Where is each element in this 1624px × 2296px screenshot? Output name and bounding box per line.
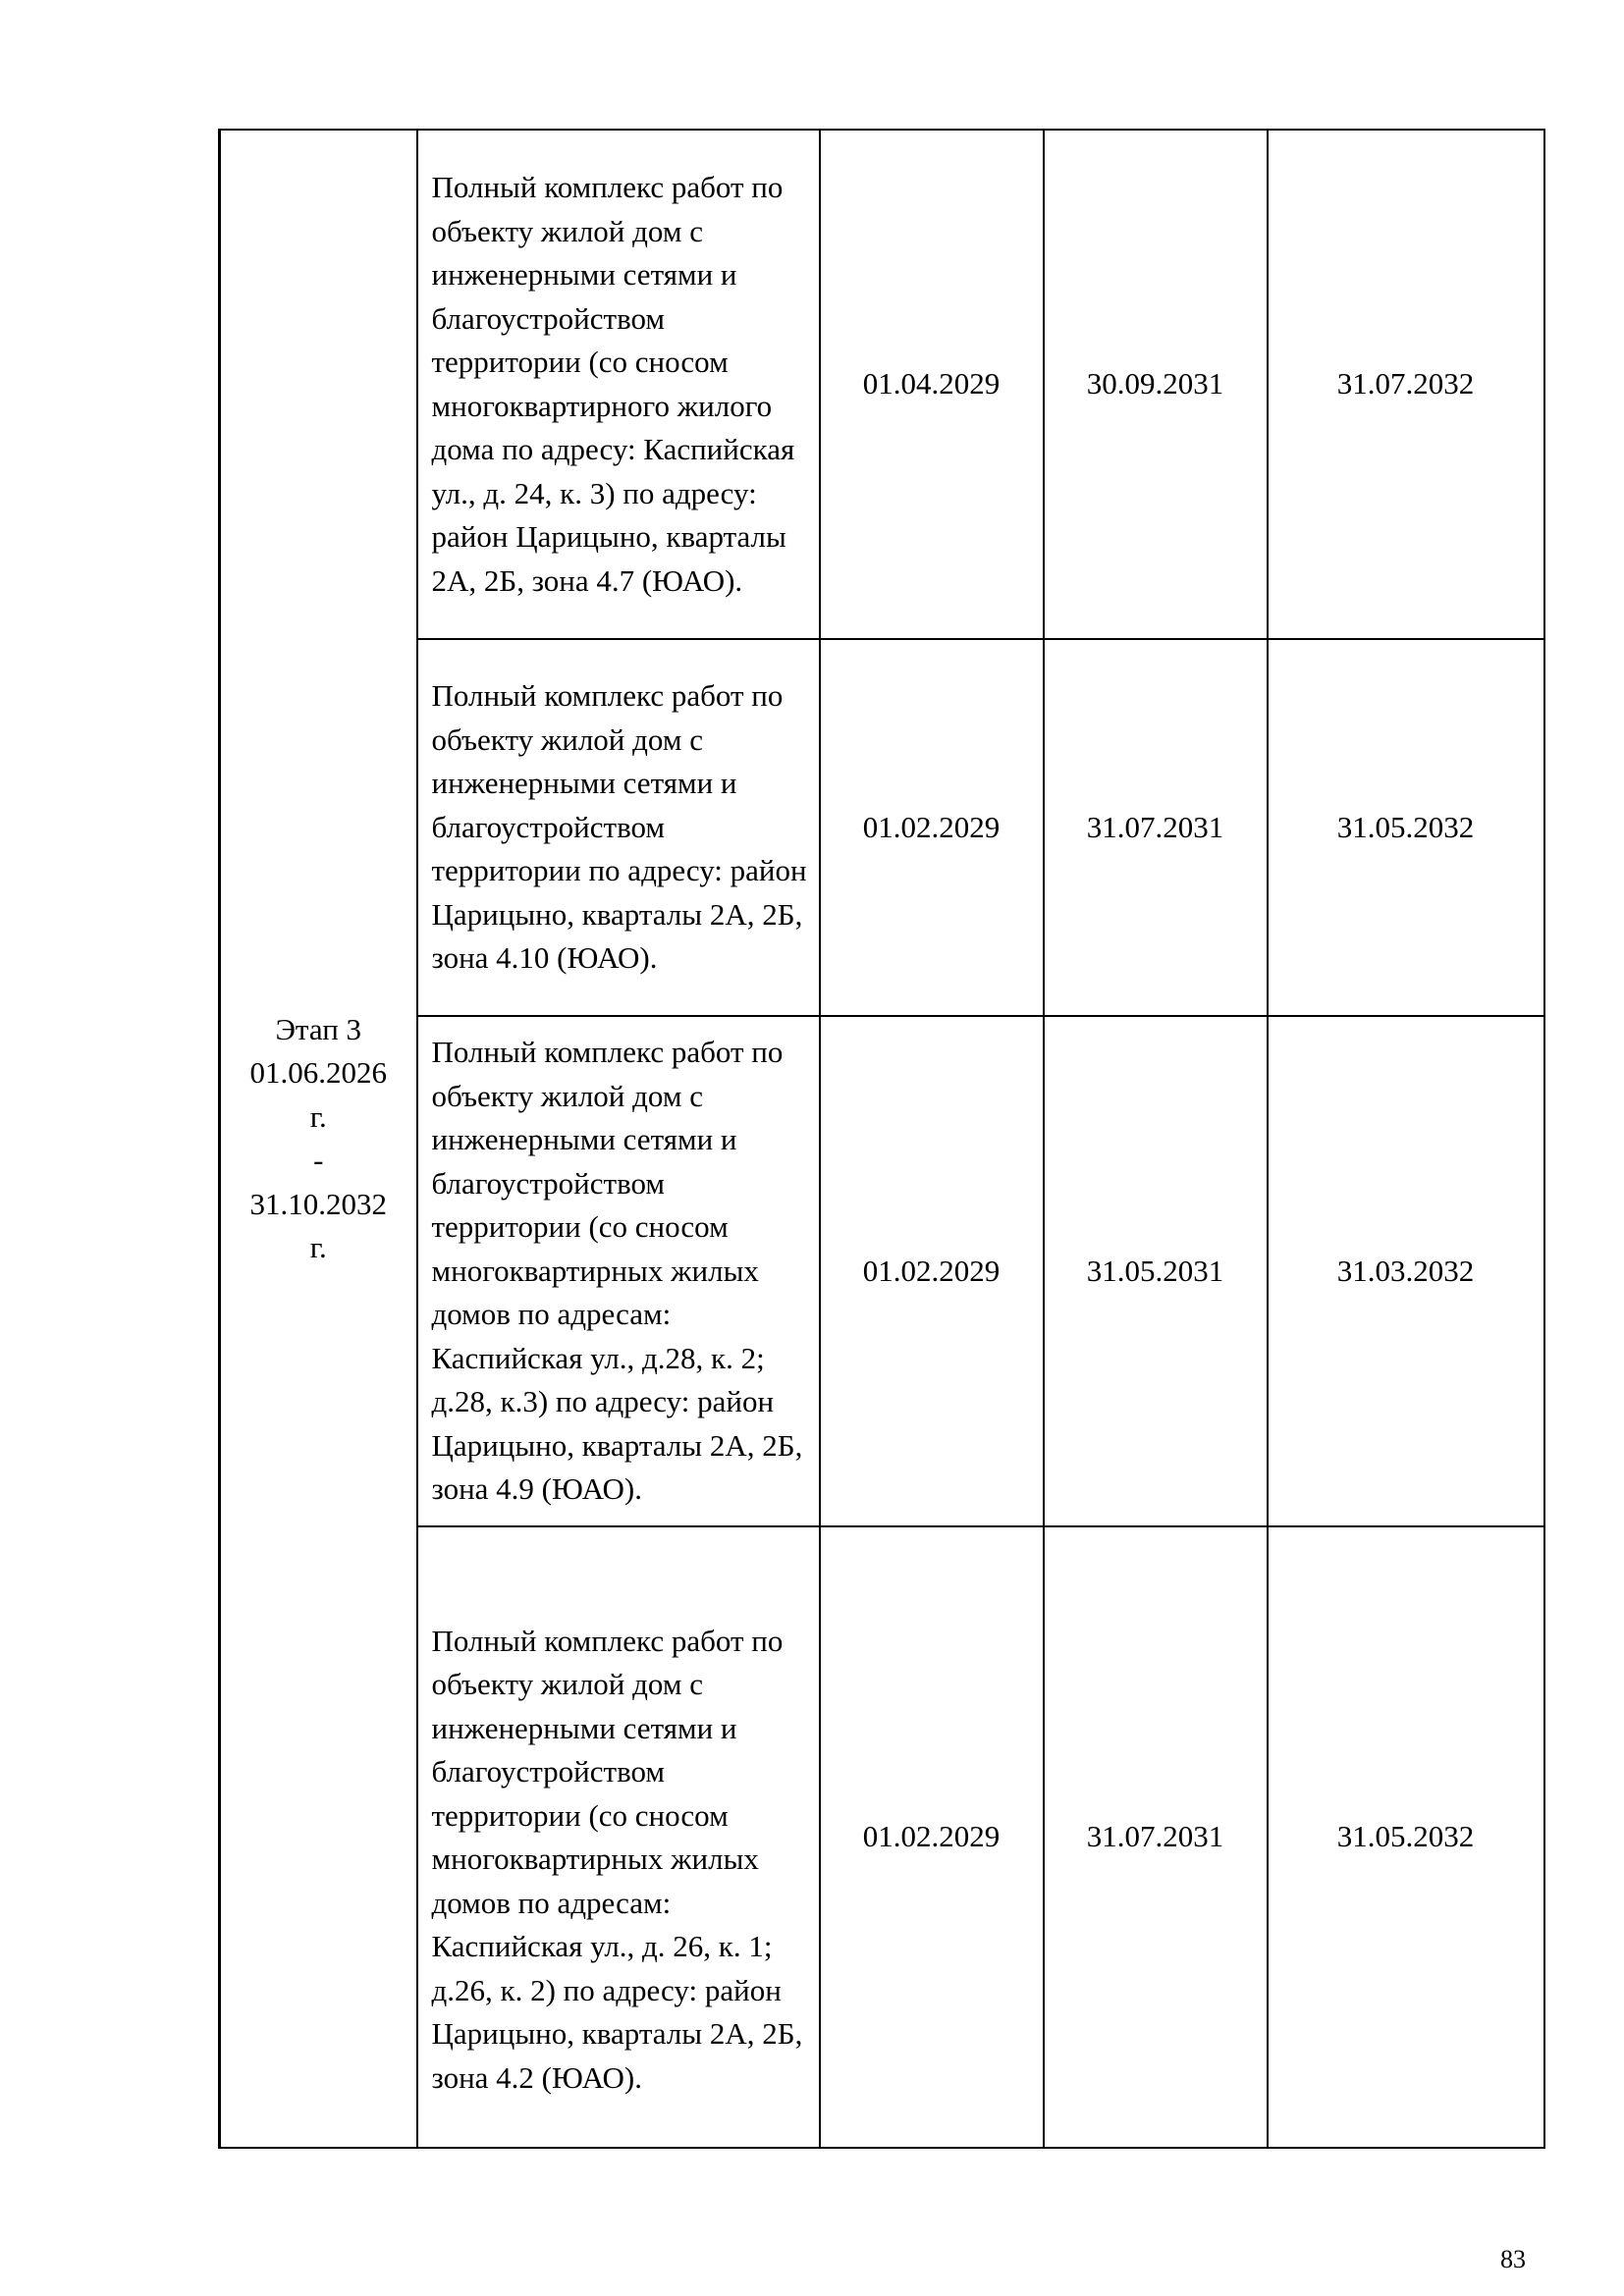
page-number: 83 [1500,2245,1526,2273]
stage-separator: - [313,1143,324,1177]
start-date: 01.04.2029 [820,130,1044,639]
table-row [220,1016,1544,1526]
completion-date: 31.05.2031 [1044,1016,1268,1526]
stage-title: Этап 3 [275,1011,362,1046]
table-row [220,130,1544,639]
table-row [220,1526,1544,2148]
stage-end-date: 31.10.2032 [249,1186,387,1221]
commissioning-date: 31.03.2032 [1268,1016,1544,1526]
work-description: Полный комплекс работ по объекту жилой дом с инженерными сетями и благоустройством территории по адресу: район Царицыно, кварталы 2А, 2Б, зона 4.10 (ЮАО). [417,639,820,1016]
stage-cell [220,130,417,2148]
construction-schedule-table [218,129,1545,2149]
work-description: Полный комплекс работ по объекту жилой дом с инженерными сетями и благоустройством территории (со сносом многоквартирного жилого дома по адресу: Каспийская ул., д. 24, к. 3) по адресу: район Царицыно, кварталы 2А, 2Б, зона 4.7 (ЮАО). [417,130,820,639]
completion-date: 31.07.2031 [1044,639,1268,1016]
commissioning-date: 31.05.2032 [1268,1526,1544,2148]
commissioning-date: 31.05.2032 [1268,639,1544,1016]
start-date: 01.02.2029 [820,1526,1044,2148]
start-date: 01.02.2029 [820,1016,1044,1526]
completion-date: 30.09.2031 [1044,130,1268,639]
commissioning-date: 31.07.2032 [1268,130,1544,639]
stage-start-suffix: г. [309,1098,327,1134]
table-row [220,639,1544,1016]
work-description: Полный комплекс работ по объекту жилой дом с инженерными сетями и благоустройством территории (со сносом многоквартирных жилых домов по адресам: Каспийская ул., д.28, к. 2; д.28, к.3) по адресу: район Царицыно, кварталы 2А, 2Б, зона 4.9 (ЮАО). [417,1016,820,1526]
stage-start-date: 01.06.2026 [249,1055,387,1090]
start-date: 01.02.2029 [820,639,1044,1016]
completion-date: 31.07.2031 [1044,1526,1268,2148]
stage-end-suffix: г. [309,1230,327,1264]
work-description: Полный комплекс работ по объекту жилой дом с инженерными сетями и благоустройством территории (со сносом многоквартирных жилых домов по адресам: Каспийская ул., д. 26, к. 1; д.26, к. 2) по адресу: район Царицыно, кварталы 2А, 2Б, зона 4.2 (ЮАО). [417,1526,820,2148]
